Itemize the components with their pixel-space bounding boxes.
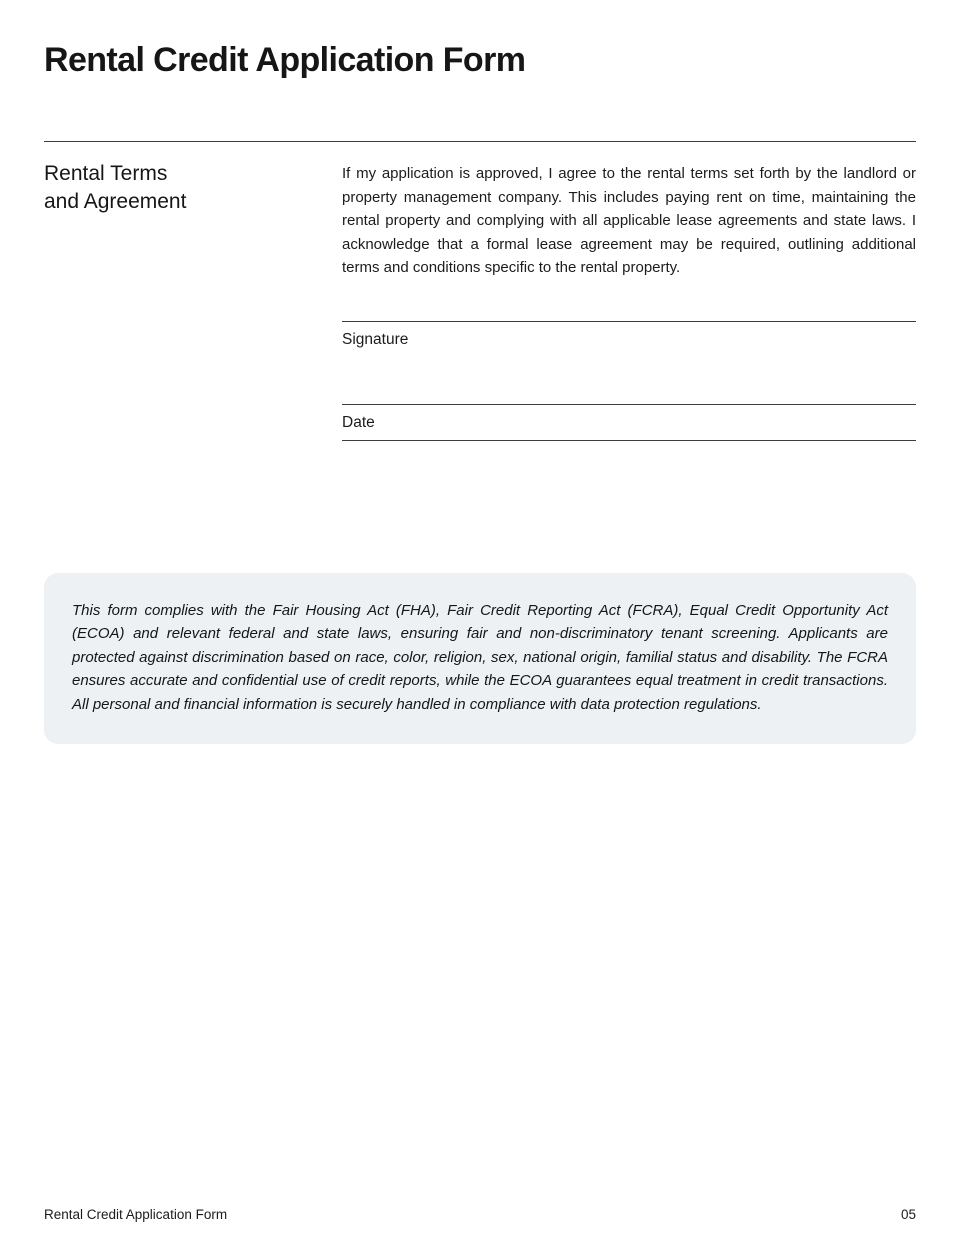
section-divider xyxy=(44,141,916,142)
section-heading-line1: Rental Terms xyxy=(44,162,168,186)
footer-title: Rental Credit Application Form xyxy=(44,1207,228,1222)
compliance-note xyxy=(44,573,916,745)
date-field[interactable] xyxy=(342,404,916,441)
page-number: 05 xyxy=(900,1207,916,1222)
agreement-text: If my application is approved, I agree to the rental terms set forth by the landlord or property management company. This includes paying rent on time, maintaining the rental property and complying with all applicable lease agreements and state laws. I acknowledge that a formal lease agreement may be required, outlining additional terms and conditions specific to the rental property. xyxy=(342,165,916,277)
signature-field[interactable] xyxy=(342,321,916,404)
section-heading-line2: and Agreement xyxy=(44,190,187,214)
page-title: Rental Credit Application Form xyxy=(44,41,526,79)
signature-label: Signature xyxy=(342,330,409,348)
page-footer xyxy=(44,1187,916,1222)
section-heading xyxy=(44,160,342,441)
date-label: Date xyxy=(342,413,375,431)
compliance-note-text: This form complies with the Fair Housing Act (FHA), Fair Credit Reporting Act (FCRA), Equal Credit Opportunity Act (ECOA) and relevant federal and state laws, ensuring fair and non-discriminatory tenant screening. Applicants are protected against discrimination based on race, color, religion, sex, national origin, familial status and disability. The FCRA ensures accurate and confidential use of credit reports, while the ECOA guarantees equal treatment in credit transactions. All personal and financial information is securely handled in compliance with data protection regulations. xyxy=(72,601,888,713)
section-content xyxy=(342,160,916,441)
rental-terms-section xyxy=(44,160,916,441)
